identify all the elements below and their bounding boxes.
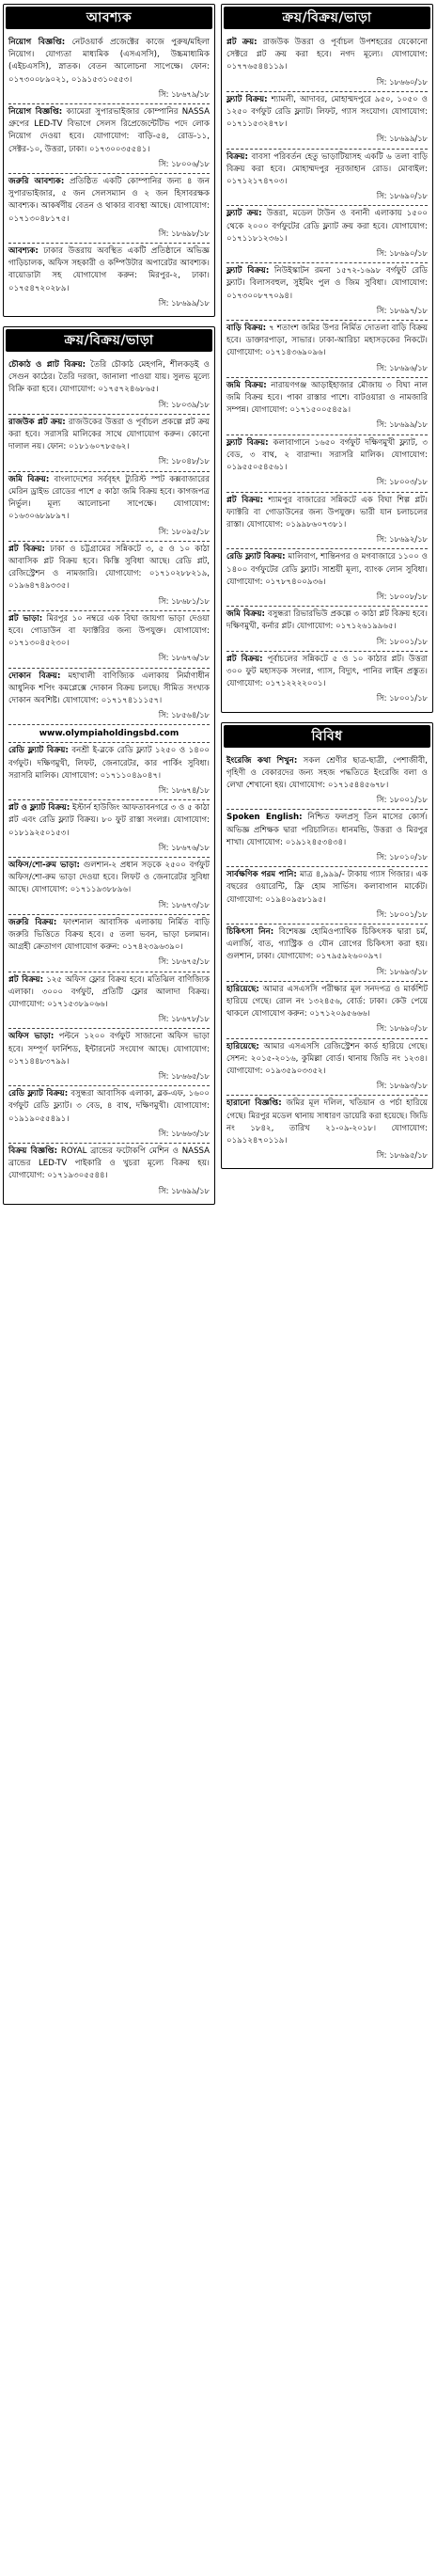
classified-ad	[226, 652, 428, 708]
ad-body: উত্তরা, মডেল টাউন ও বনানী এলাকায় ১৫০০ থেকে ২০০০ বর্গফুটের রেডি ফ্ল্যাট ক্রয় করা হবে। যোগাযোগ: ০১৭১১৮১২৩৬১।	[226, 209, 428, 244]
ad-body: রাজউকের উত্তরা ও পূর্বাচল প্রকল্পে প্লট ক্রয় করা হবে। সরাসরি মালিকের সাথে যোগাযোগ করুন। কোনো দালাল নয়। ফোন: ০১৮১৬০৭৮৫৬২।	[8, 417, 210, 452]
ad-code: সি: ১৮৬৯৯/১৮	[158, 1185, 210, 1195]
ad-body: বাংলাদেশের সর্ববৃহৎ ট্যুরিস্ট স্পট কক্সবাজারের মেরিন ড্রাইভ রোডের পাশে ৫ কাঠা জমি বিক্রয় হবে। কাগজপত্র নির্ভুল। মূল্য আলোচনা সাপেক্ষে। যোগাযোগ: ০১৬৩০৬৮৯৮৯৭।	[8, 474, 210, 522]
ad-body: তৈরি চৌকাঠ মেহগনি, শীলকড়ই ও সেগুন কাঠের। তৈরি দরজা, জানালা পাওয়া যায়। সুলভ মূল্যে বিক্রি করা হবে। যোগাযোগ: ০১৭৫৭২৪৬৮৬৫।	[8, 360, 210, 395]
classified-ad	[8, 1029, 210, 1086]
ad-heading: রেডি ফ্ল্যাট বিক্রয়:	[8, 1089, 69, 1099]
ad-body: প্রতিষ্ঠিত একটি কোম্পানির জন্য ৪ জন সুপারভাইজার, ৫ জন সেলসম্যান ও ২ জন হিসাবরক্ষক আবশ্যক। আকর্ষণীয় বেতন ও থাকার ব্যবস্থা আছে। যোগাযোগ: ০১৭১৩০৪৮১৭৫।	[8, 177, 210, 224]
ad-heading: নিয়োগ বিজ্ঞপ্তি:	[8, 38, 66, 47]
ad-body: সকল শ্রেণীর ছাত্র-ছাত্রী, পেশাজীবী, গৃহিণী ও বেকারদের জন্য সহজ পদ্ধতিতে ইংরেজি বলা ও লেখা শেখানো হয়। যোগাযোগ: ০১৭১৫৪৪৫৬৭৮।	[226, 755, 428, 790]
ad-body: ঢাকা ও চট্টগ্রামের সন্নিকটে ৩, ৫ ও ১০ কাঠা আবাসিক প্লট বিক্রয় হবে। কিস্তি সুবিধা আছে। রেডি প্লট, রেজিস্ট্রেশন ও নামজারি। যোগাযোগ: ০১৭১০২৮৮২১৯, ০১৯৬৪৭৪৯৩৩৫।	[8, 544, 211, 592]
ad-body: বাবসা পরিবর্তন হেতু ভাড়াটিয়াসহ একটি ৬ তলা বাড়ি বিক্রয় করা হবে। মোহাম্মদপুর নূরজাহান রোড। মোবাইল: ০১৭১২১৭৪৭০৩।	[226, 151, 428, 187]
classified-ad	[226, 92, 428, 150]
ad-code: সি: ১৮০৯৫/১৮	[158, 526, 210, 536]
ad-heading: রেডি ফ্ল্যাট বিক্রয়:	[226, 552, 286, 562]
ad-body: ইস্টার্ন হাউজিং আফতাবনগরে ৩ ও ৫ কাঠা প্লট এবং রেডি ফ্ল্যাট বিক্রয়। ৮০ ফুট রাস্তা সংলগ্ন। যোগাযোগ: ০১৮১৯২৫০১৫৩।	[8, 803, 210, 838]
ad-heading: Spoken English:	[226, 813, 303, 823]
ad-heading: ফ্ল্যাট বিক্রয়:	[226, 94, 268, 104]
ad-body: ফাংশনাল আবাসিক এলাকায় নির্মিত বাড়ি জরুরি ভিত্তিতে বিক্রয় হবে। ৫ তলা ভবন, ভাড়া চলমান। আগ্রহী ক্রেতাগণ যোগাযোগ করুন: ০১৭৪২৩৯৬৩৯০।	[8, 917, 211, 953]
classified-ad	[226, 810, 428, 867]
ad-heading: জমি বিক্রয়:	[226, 380, 267, 390]
section-header: বিবিধ	[224, 725, 430, 748]
ad-body: পূর্বাচলের সন্নিকটে ৫ ও ১০ কাঠার প্লট। উত্তরা ৩০০ ফুট মহাসড়ক সংলগ্ন, গ্যাস, বিদ্যুৎ, পানির লাইন প্রস্তুত। যোগাযোগ: ০১৭১২২২২০০১।	[226, 654, 428, 689]
ad-body: নেটওয়ার্ক প্রজেক্টের কাজে পুরুষ/মহিলা নিয়োগ। যোগ্যতা মাধ্যমিক (এসএসসি), উচ্চমাধ্যমিক (এইচএসসি), স্নাতক। বেতন আলোচনা সাপেক্ষে। ফোন: ০১৭৩০০৮৯০২১, ০১৯১৫৩১০৫৫৩।	[8, 38, 211, 85]
classified-ad	[8, 244, 210, 312]
ad-heading: হারানো বিজ্ঞপ্তি:	[226, 1098, 282, 1109]
ad-code: সি: ১৮০০৮/১৮	[376, 591, 428, 601]
classified-ad	[226, 378, 428, 435]
classified-ad	[226, 263, 428, 321]
ad-heading: জমি বিক্রয়:	[226, 609, 265, 620]
right-column	[221, 4, 433, 2572]
ad-body: ক্যামেরা সুপারভাইজার কোম্পানির NASSA গ্রুপের LED-TV বিভাগে সেলস রিপ্রেজেন্টেটিভ পদে লোক নিয়োগ দেওয়া হবে। যোগাযোগ: বাড়ি-৫৪, রোড-১১, সেক্টর-১০, উত্তরা, ঢাকা। ০১৭৩০০৩৫৫৪১।	[8, 107, 210, 154]
classified-ad	[226, 493, 428, 550]
ad-body: গুলশান-২ প্রধান সড়কে ২৫০০ বর্গফুট অফিস/শো-রুম ভাড়া দেওয়া হবে। লিফট ও জেনারেটর সুবিধা আছে। যোগাযোগ: ০১৭১১৯৩৮৮৯৬।	[8, 860, 210, 895]
ad-heading: চৌকাঠ ও প্লাট বিক্রয়:	[8, 360, 86, 371]
classified-ad	[226, 435, 428, 493]
classified-ad	[8, 972, 210, 1030]
ad-code: সি: ১৮০০১/১৮	[376, 909, 428, 919]
ad-heading: ফ্ল্যাট ক্রয়:	[226, 209, 262, 219]
ad-heading: জমি বিক্রয়:	[8, 474, 50, 484]
classified-ad	[226, 150, 428, 207]
ad-heading: বিক্রয়:	[226, 151, 248, 162]
ad-heading: নিয়োগ বিজ্ঞপ্তি:	[8, 107, 63, 118]
ad-code: সি: ১৮৬৭৩/১৮	[158, 899, 210, 909]
ad-body: শ্যামপুর বাজারের সন্নিকটে এক বিঘা শিল্প প্লট। ফ্যাক্টরি বা গোডাউনের জন্য উপযুক্ত। ভারী যান চলাচলের রাস্তা। যোগাযোগ: ০১৯৯৮৬০৭৩৮১।	[226, 495, 429, 529]
ad-code: সি: ১৮৬৭৫/১৮	[158, 956, 210, 967]
ad-code: সি: ১৮৬৯৯/১৮	[376, 419, 428, 430]
ad-heading: ফ্ল্যাট বিক্রয়:	[226, 437, 269, 448]
ad-heading: রেডি ফ্ল্যাট বিক্রয়:	[8, 746, 69, 756]
classified-ad	[8, 357, 210, 415]
ad-heading: প্লট ক্রয়:	[226, 38, 258, 47]
classified-ad	[226, 925, 428, 982]
ad-body: বসুন্ধরা রিভারভিউ প্রকল্পে ৩ কাঠা প্লট বিক্রয় হবে। দক্ষিণমুখী, কর্নার প্লট। যোগাযোগ: ০১৭১২৬১৯৯৬৫।	[226, 609, 428, 632]
ad-code: সি: ১৮৬৯৩/১৮	[376, 1081, 428, 1091]
ad-body: মিরপুর ১০ নম্বরে এক বিঘা জায়গা ভাড়া দেওয়া হবে। গোডাউন বা ফ্যাক্টরির জন্য উপযুক্ত। যোগাযোগ: ০১৭১৩০৪৫২৩০।	[8, 613, 210, 649]
ad-body: জমির মূল দলিল, খতিয়ান ও পর্চা হারিয়ে গেছে। মিরপুর মডেল থানায় সাধারণ ডায়েরি করা হয়েছে। জিডি নং ১৮৪২, তারিখ ২১-০৯-২০১৮। যোগাযোগ: ০১৯১২৪৭০১১৯।	[226, 1098, 428, 1146]
classified-ad	[226, 35, 428, 92]
ad-code: সি: ১৮৬৭৯/১৮	[158, 88, 210, 99]
ad-code: সি: ১৮০০৩/১৮	[376, 477, 428, 487]
ad-heading: আবশ্যক:	[8, 246, 39, 257]
ad-heading: রাজউক প্লট ক্রয়:	[8, 417, 66, 427]
classified-ad	[8, 415, 210, 472]
classified-ad	[8, 669, 210, 726]
ad-code: সি: ১৮০৩৯/১৮	[158, 399, 210, 409]
ad-body: বিশেষজ্ঞ হোমিওপ্যাথিক চিকিৎসক দ্বারা চর্ম, এলার্জি, বাত, গ্যাস্ট্রিক ও যৌন রোগের চিকিৎসা করা হয়। গুলশান, ঢাকা। যোগাযোগ: ০১৭৯৫৯২৬০০৯৭।	[226, 926, 428, 962]
ad-body: পল্টনে ১২০০ বর্গফুট সাজানো অফিস ভাড়া হবে। সম্পূর্ণ ফার্নিশড, ইন্টারনেট সংযোগ আছে। যোগাযোগ: ০১৭১৪৪৮৩৭৯৯।	[8, 1032, 210, 1067]
ad-body: ঢাকার উত্তরায় অবস্থিত একটি প্রতিষ্ঠানে অভিজ্ঞ গাড়িচালক, অফিস সহকারী ও কম্পিউটার অপারেটর আবশ্যক। বায়োডাটা সহ যোগাযোগ করুন: মিরপুর-২, ঢাকা। ০১৭৫৪৭২০২৮৯।	[8, 246, 211, 293]
classified-ad	[8, 915, 210, 972]
ad-code: সি: ১৮৬৭৬/১৮	[158, 653, 210, 663]
ad-code: সি: ১৮০১০/১৮	[376, 851, 428, 861]
ad-code: সি: ১৮৬৭৪/১৮	[158, 784, 210, 795]
buysell-section-left	[3, 326, 215, 1205]
ad-heading: চিকিৎসা নিন:	[226, 926, 274, 937]
ad-body: আমার এসএসসি পরীক্ষার মূল সনদপত্র ও মার্কশিট হারিয়ে গেছে। রোল নং ১৩২৪৫৬, বোর্ড: ঢাকা। কেউ পেয়ে থাকলে যোগাযোগ করুন: ০১৭১২০৯৫৬৬৬।	[226, 984, 428, 1019]
ad-code: সি: ১৮০৪৮/১৮	[158, 456, 210, 466]
ad-heading: বিক্রয় বিজ্ঞপ্তি:	[8, 1146, 58, 1157]
ad-body: নিউইস্কাটন রমনা ১৫৭২-১৬৯৮ বর্গফুট রেডি ফ্ল্যাট। বিলাসবহুল, সুইমিং পুল ও জিম সুবিধা। যোগাযোগ: ০১৭৩০০৮৭৭০৯৪।	[226, 266, 428, 301]
ad-code: সি: ১৮৬৮১/১৮	[158, 595, 210, 606]
ad-body: মাত্র ৪,৯৯৯/- টাকায় গ্যাস গিজার। এক বছরের ওয়ারেন্টি, ফ্রি হোম সার্ভিস। কলাবাগান মার্কেট। যোগাযোগ: ০১৯৪০৯৫৮১৯৫।	[226, 870, 429, 905]
classified-ad	[226, 607, 428, 652]
ad-code: সি: ১৮৬৯৩/১৮	[376, 966, 428, 976]
ad-heading: দোকান বিক্রয়:	[8, 671, 61, 681]
ad-body: নারায়ণগঞ্জ আড়াইহাজার মৌজায় ৩ বিঘা নাল জমি বিক্রয় হবে। পাকা রাস্তার পাশে। বাটওয়ারা ও নামজারি সম্পন্ন। যোগাযোগ: ০১৭১৫০০৫৪৫৯।	[226, 380, 428, 416]
ad-heading: অফিস/শো-রুম ভাড়া:	[8, 860, 80, 870]
left-column	[3, 4, 215, 2572]
ad-code: সি: ১৮০০৬/১৮	[158, 158, 210, 168]
ad-body: মালিবাগ, শান্তিনগর ও মগবাজারে ১১০০ ও ১৪০০ বর্গফুটের রেডি ফ্ল্যাট। সাশ্রয়ী মূল্য, ব্যাংক লোন সুবিধা। যোগাযোগ: ০১৭৮৭৪০০৯৩৬।	[226, 552, 429, 587]
ad-code: সি: ১৮৬৯৯/১৮	[376, 134, 428, 144]
ad-heading: প্লট ও ফ্ল্যাট বিক্রয়:	[8, 803, 70, 814]
classified-ad	[8, 1144, 210, 1200]
ad-code: সি: ১৮৬৯০/১৮	[376, 248, 428, 259]
website-link[interactable]: www.olympiaholdingsbd.com	[8, 725, 210, 743]
classified-ad	[226, 1039, 428, 1097]
ad-code: সি: ১৮৬৯৯/১৮	[158, 297, 210, 308]
ad-heading: হারিয়েছে:	[226, 1041, 259, 1051]
classified-ad	[226, 982, 428, 1039]
ad-heading: প্লট বিক্রয়:	[226, 654, 263, 664]
classified-ad	[8, 611, 210, 669]
ad-heading: জরুরি বিক্রয়:	[8, 917, 57, 927]
ad-body: বনশ্রী ই-ব্লকে রেডি ফ্ল্যাট ১২৫০ ও ১৪০০ বর্গফুট। দক্ষিণমুখী, লিফট, জেনারেটর, কার পার্কিং সুবিধা। সরাসরি মালিক। যোগাযোগ: ০১৭১১০৪৯০৪৭।	[8, 746, 210, 781]
classified-ad	[8, 35, 210, 104]
ad-code: সি: ১৮৫৬৪/১৮	[158, 710, 210, 720]
ad-body: ৭ শতাংশ জমির উপর নির্মিত দোতলা বাড়ি বিক্রয় হবে। ডাক্তারপাড়া, সাভার। ঢাকা-আরিচা মহাসড়কের নিকটে। যোগাযোগ: ০১৭১৪৩৬৯০৯৬।	[226, 324, 428, 358]
ad-code: সি: ১৮৬৯৮/১৮	[158, 228, 210, 238]
classified-ad	[8, 472, 210, 542]
ad-heading: প্লট বিক্রয়:	[226, 495, 264, 505]
classified-ad	[8, 858, 210, 915]
ad-code: সি: ১৮৬৬০/১৮	[376, 76, 428, 87]
ad-body: শ্যামলী, আদাবর, মোহাম্মদপুরে ৯৫০, ১০৫০ ও ১২৫০ বর্গফুট রেডি ফ্ল্যাট। লিফট, গ্যাস সংযোগ। যোগাযোগ: ০১৭১১৫৩২৪৭৮।	[226, 94, 428, 130]
wanted-section	[3, 4, 215, 317]
section-header: ক্রয়/বিক্রয়/ভাড়া	[224, 7, 430, 29]
ad-code: সি: ১৮৬৭৮/১৮	[158, 1014, 210, 1024]
ad-code: সি: ১৮৬৯৫/১৮	[376, 1150, 428, 1161]
section-header: আবশ্যক	[6, 7, 212, 29]
classified-ad	[226, 1096, 428, 1164]
ad-body: রাজউক উত্তরা ও পূর্বাচল উপশহরের যেকোনো সেক্টরে প্লট ক্রয় করা হবে। নগদ মূল্যে। যোগাযোগ: ০১৭৭৬৫৪৪১১৯।	[226, 38, 429, 72]
ad-heading: প্লট ভাড়া:	[8, 613, 43, 624]
ad-heading: অফিস ভাড়া:	[8, 1032, 55, 1042]
ad-code: সি: ১৮০০১/১৮	[376, 693, 428, 703]
classified-ad	[8, 104, 210, 174]
ad-body: ১২৫ অফিস ফ্লোর বিক্রয় হবে। মতিঝিল বাণিজ্যিক এলাকা। ৩০০০ বর্গফুট, প্রতিটি ফ্লোর আলাদা বিক্রয়। যোগাযোগ: ০১৭১৫৩৮৯০৬৬।	[8, 974, 211, 1009]
ad-heading: ইংরেজি কথা শিখুন:	[226, 755, 298, 766]
classified-ad	[8, 174, 210, 244]
ad-body: ROYAL ব্রান্ডের ফটোকপি মেশিন ও NASSA ব্রান্ডের LED-TV পাইকারি ও খুচরা মূল্যে বিক্রয় হয়। যোগাযোগ: ০১৭১৯৩০৫৫৪৪।	[8, 1146, 211, 1181]
classified-ad	[8, 800, 210, 858]
ad-code: সি: ১৮৬৯০/১৮	[376, 1023, 428, 1034]
ad-heading: প্লট বিক্রয়:	[8, 544, 45, 554]
ad-body: বসুন্ধরা আবাসিক এলাকা, ব্লক-এফ, ১৬০০ বর্গফুট রেডি ফ্ল্যাট। ৩ বেড, ৪ বাথ, দক্ষিণমুখী। যোগাযোগ: ০১৯১৯০৫৫৪৯১।	[8, 1089, 210, 1124]
ad-body: নিশ্চিত ফলপ্রসূ তিন মাসের কোর্স। অভিজ্ঞ প্রশিক্ষক দ্বারা পরিচালিত। ধানমন্ডি, উত্তরা ও মিরপুর শাখা। যোগাযোগ: ০১৯১২৪৫৩৪৩৪।	[226, 813, 428, 847]
ad-heading: প্লট বিক্রয়:	[8, 974, 44, 985]
ad-code: সি: ১৮৬৯৭/১৮	[376, 305, 428, 315]
classified-ad	[226, 867, 428, 925]
ad-code: সি: ১৮০০১/১৮	[376, 795, 428, 805]
buysell-section-right	[221, 4, 433, 713]
ad-code: সি: ১৮৬৬৩/১৮	[158, 1128, 210, 1138]
ad-code: সি: ১৮৬৯০/১৮	[376, 191, 428, 201]
ad-heading: হারিয়েছে:	[226, 984, 259, 994]
ad-code: সি: ১৮৬৬৫/১৮	[158, 1071, 210, 1082]
ad-heading: সার্বক্ষণিক গরম পানি:	[226, 870, 297, 880]
ad-body: কলাবাগানে ১৬৫০ বর্গফুট দক্ষিণমুখী ফ্ল্যাট, ৩ বেড, ৩ বাথ, ২ বারান্দা। সরাসরি মালিক। যোগাযোগ: ০১৯৫৫০৫৪৫৬১।	[226, 437, 428, 473]
misc-section	[221, 722, 433, 1170]
classified-ad	[8, 1086, 210, 1144]
classified-ad	[226, 549, 428, 607]
classified-ad	[226, 321, 428, 378]
ad-heading: বাড়ি বিক্রয়:	[226, 324, 267, 334]
ad-heading: জরুরি আবশ্যক:	[8, 177, 65, 187]
classified-ad	[8, 542, 210, 611]
ad-body: মহাখালী বাণিজ্যিক এলাকায় নির্মাণাধীন আধুনিক শপিং কমপ্লেক্সে দোকান বিক্রয় চলছে। সীমিত সংখ্যক দোকান অবশিষ্ট। যোগাযোগ: ০১৭১৭৪১১১৫৭।	[8, 671, 210, 705]
classified-ad	[8, 743, 210, 800]
ad-code: সি: ১৮৬৯৬/১৮	[376, 362, 428, 372]
ad-heading: ফ্ল্যাট বিক্রয়:	[226, 266, 270, 277]
ad-code: সি: ১৮৬৭৬/১৮	[158, 842, 210, 852]
section-header: ক্রয়/বিক্রয়/ভাড়া	[6, 329, 212, 352]
ad-code: সি: ১৮০০১/১৮	[376, 636, 428, 646]
ad-body: আমার এসএসসি রেজিস্ট্রেশন কার্ড হারিয়ে গেছে। সেশন: ২০১৫-২০১৬, কুমিল্লা বোর্ড। থানায় জিডি নং ১২৩৪। যোগাযোগ: ০১৯৩৫৯০৩৩৫২।	[226, 1041, 429, 1077]
ad-code: সি: ১৮৬৯২/১৮	[376, 534, 428, 545]
classified-ad	[226, 206, 428, 263]
classified-ad	[226, 753, 428, 811]
